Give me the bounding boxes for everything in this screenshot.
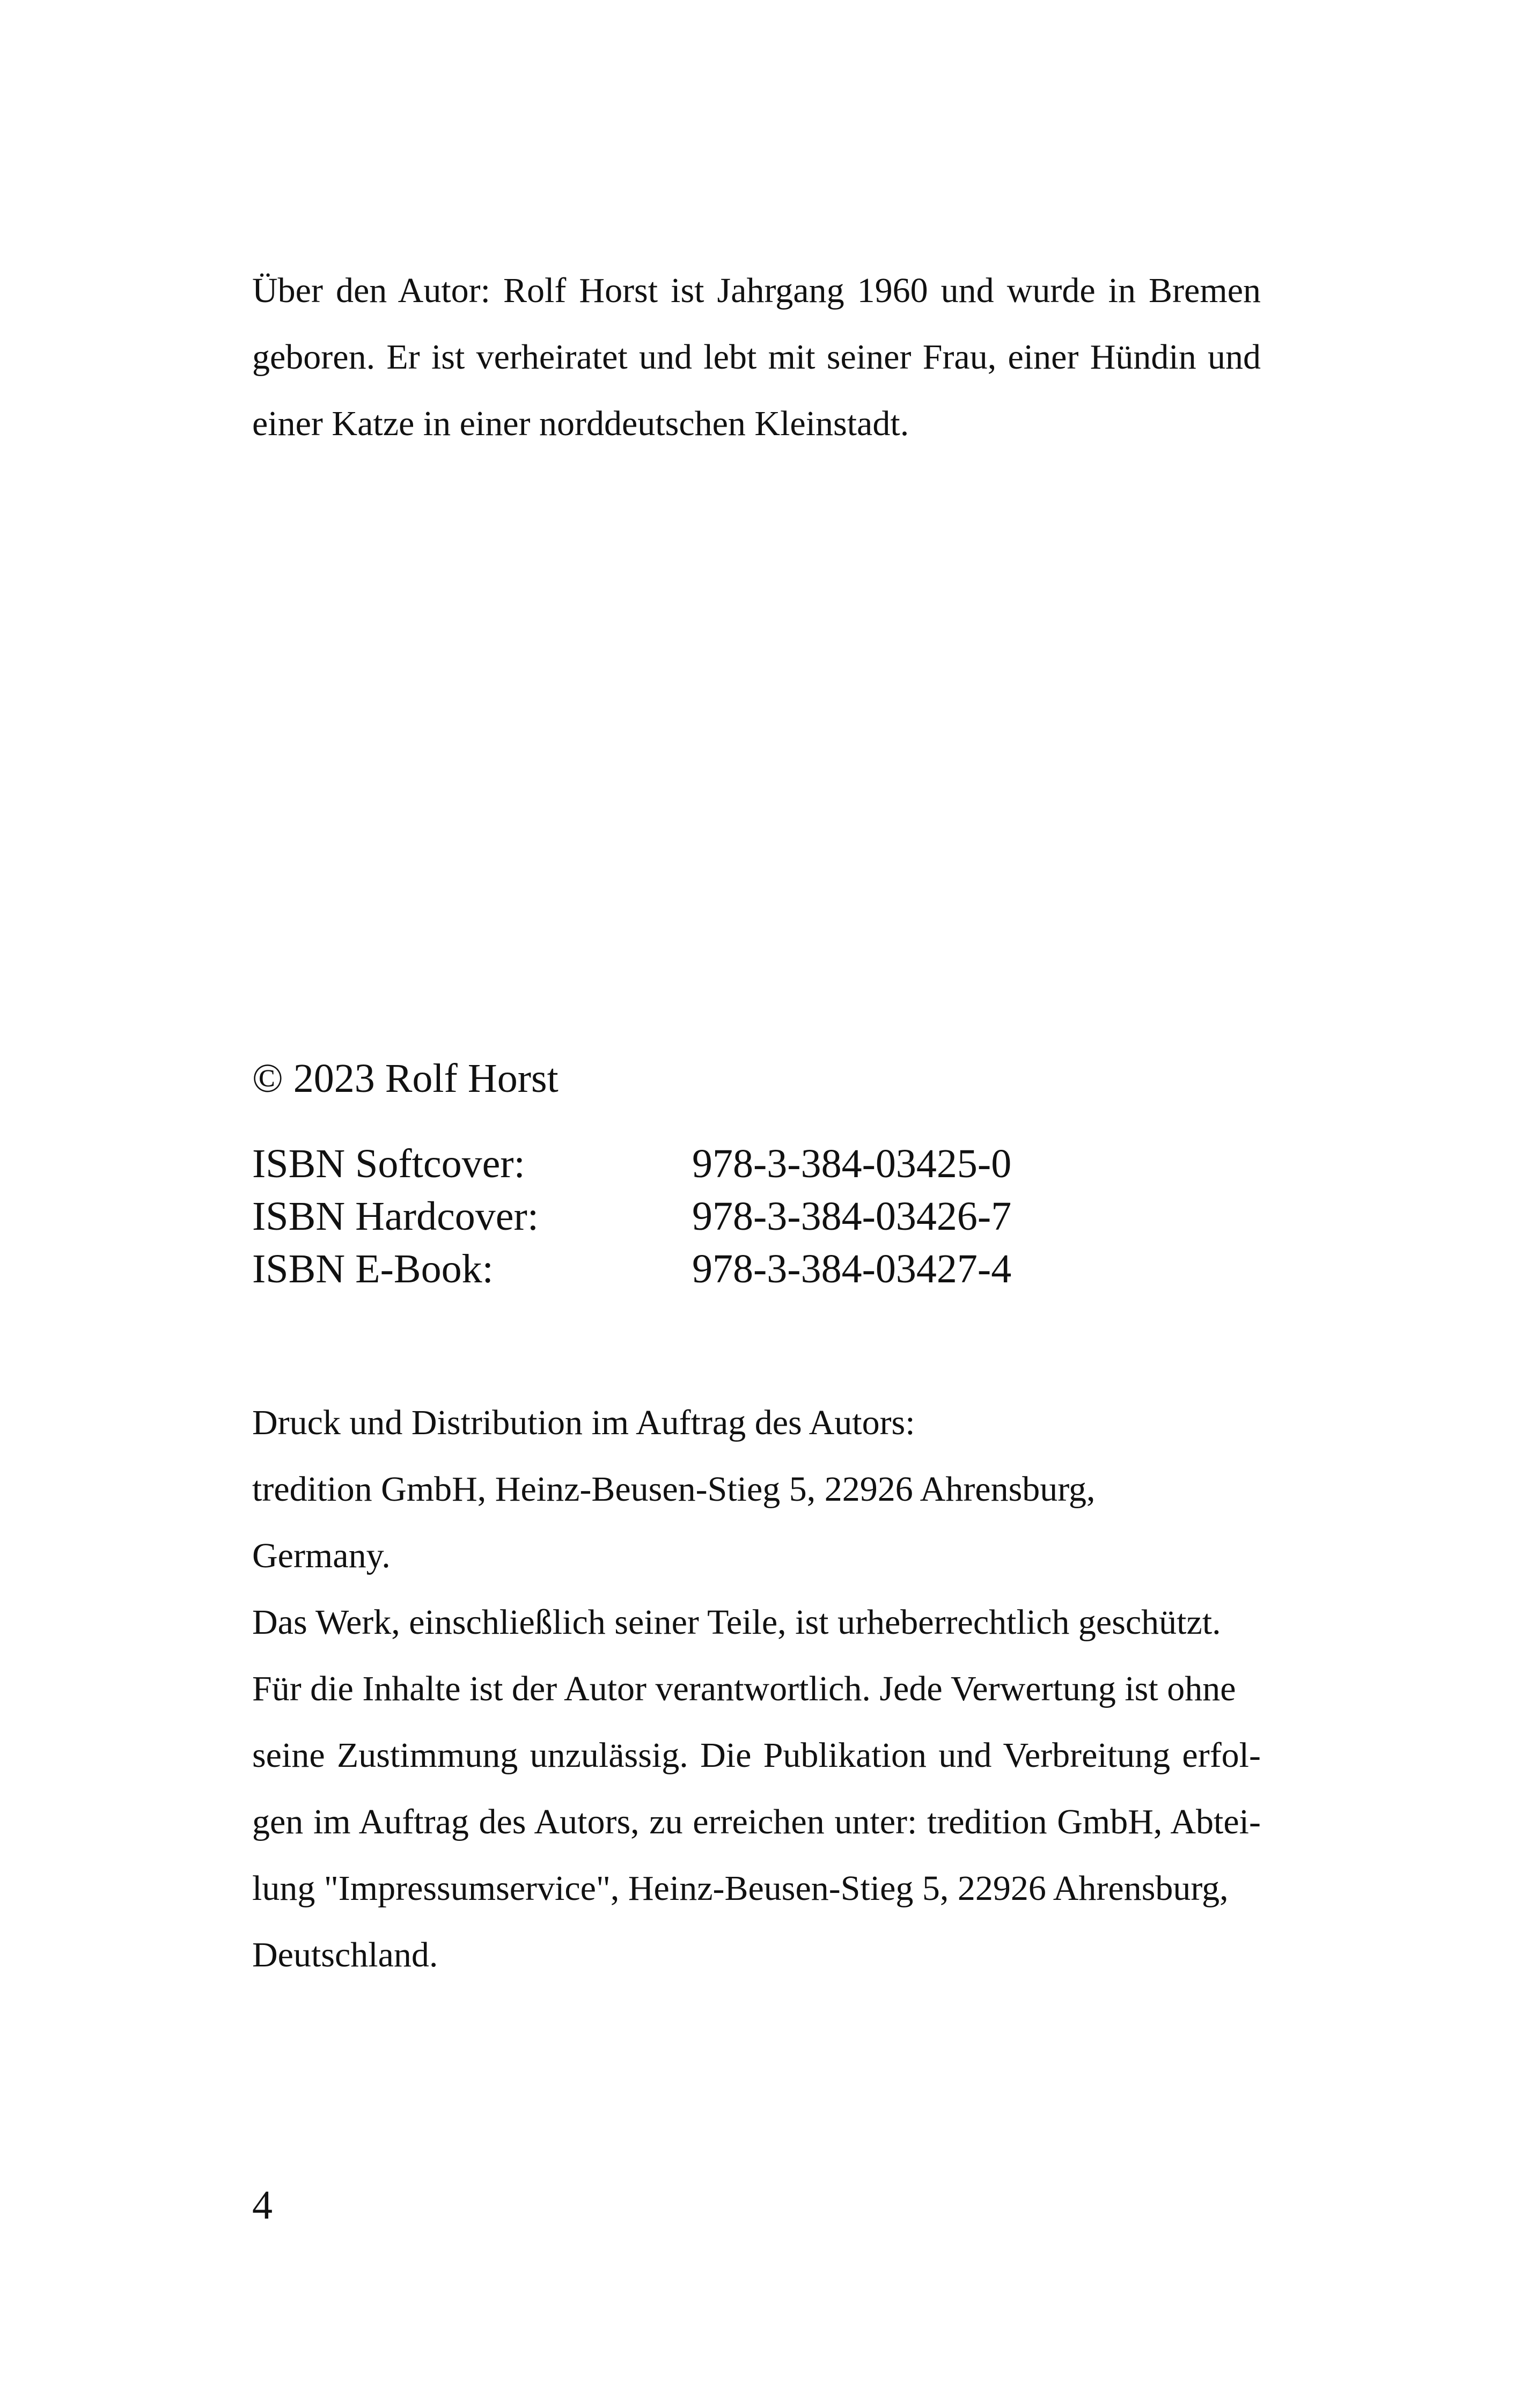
about-author-line: geboren. Er ist verheiratet und lebt mit seiner Frau, einer Hündin und (252, 337, 1261, 377)
imprint-line: Germany. (252, 1536, 391, 1575)
about-author-line: Über den Autor: Rolf Horst ist Jahrgang 1960 und wurde in Bremen (252, 271, 1261, 310)
imprint-line: lung "Impressumservice", Heinz-Beusen-Stieg 5, 22926 Ahrensburg, (252, 1869, 1229, 1908)
about-author-line: einer Katze in einer norddeutschen Kleinstadt. (252, 404, 909, 443)
isbn-label: ISBN Softcover: (252, 1141, 525, 1186)
isbn-value: 978-3-384-03426-7 (692, 1194, 1012, 1239)
imprint-line: Für die Inhalte ist der Autor verantwortlich. Jede Verwertung ist ohne (252, 1669, 1236, 1708)
imprint-line: Druck und Distribution im Auftrag des Autors: (252, 1403, 915, 1442)
isbn-list (252, 1137, 1261, 1295)
isbn-row-ebook (252, 1243, 1261, 1295)
imprint-line: tredition GmbH, Heinz-Beusen-Stieg 5, 22926 Ahrensburg, (252, 1470, 1096, 1509)
page-number: 4 (252, 2183, 273, 2228)
copyright-notice: © 2023 Rolf Horst (252, 1056, 559, 1101)
imprint-line: gen im Auftrag des Autors, zu erreichen unter: tredition GmbH, Abtei- (252, 1802, 1261, 1841)
isbn-row-softcover (252, 1137, 1261, 1190)
isbn-value: 978-3-384-03425-0 (692, 1141, 1012, 1186)
about-author-paragraph (252, 258, 1261, 457)
isbn-row-hardcover (252, 1190, 1261, 1243)
isbn-label: ISBN Hardcover: (252, 1194, 539, 1239)
isbn-label: ISBN E-Book: (252, 1246, 494, 1291)
imprint-line: Das Werk, einschließlich seiner Teile, ist urheberrechtlich geschützt. (252, 1603, 1221, 1642)
imprint-paragraph (252, 1390, 1261, 1988)
imprint-line: Deutschland. (252, 1935, 438, 1974)
isbn-value: 978-3-384-03427-4 (692, 1246, 1012, 1291)
imprint-line: seine Zustimmung unzulässig. Die Publikation und Verbreitung erfol- (252, 1736, 1261, 1775)
